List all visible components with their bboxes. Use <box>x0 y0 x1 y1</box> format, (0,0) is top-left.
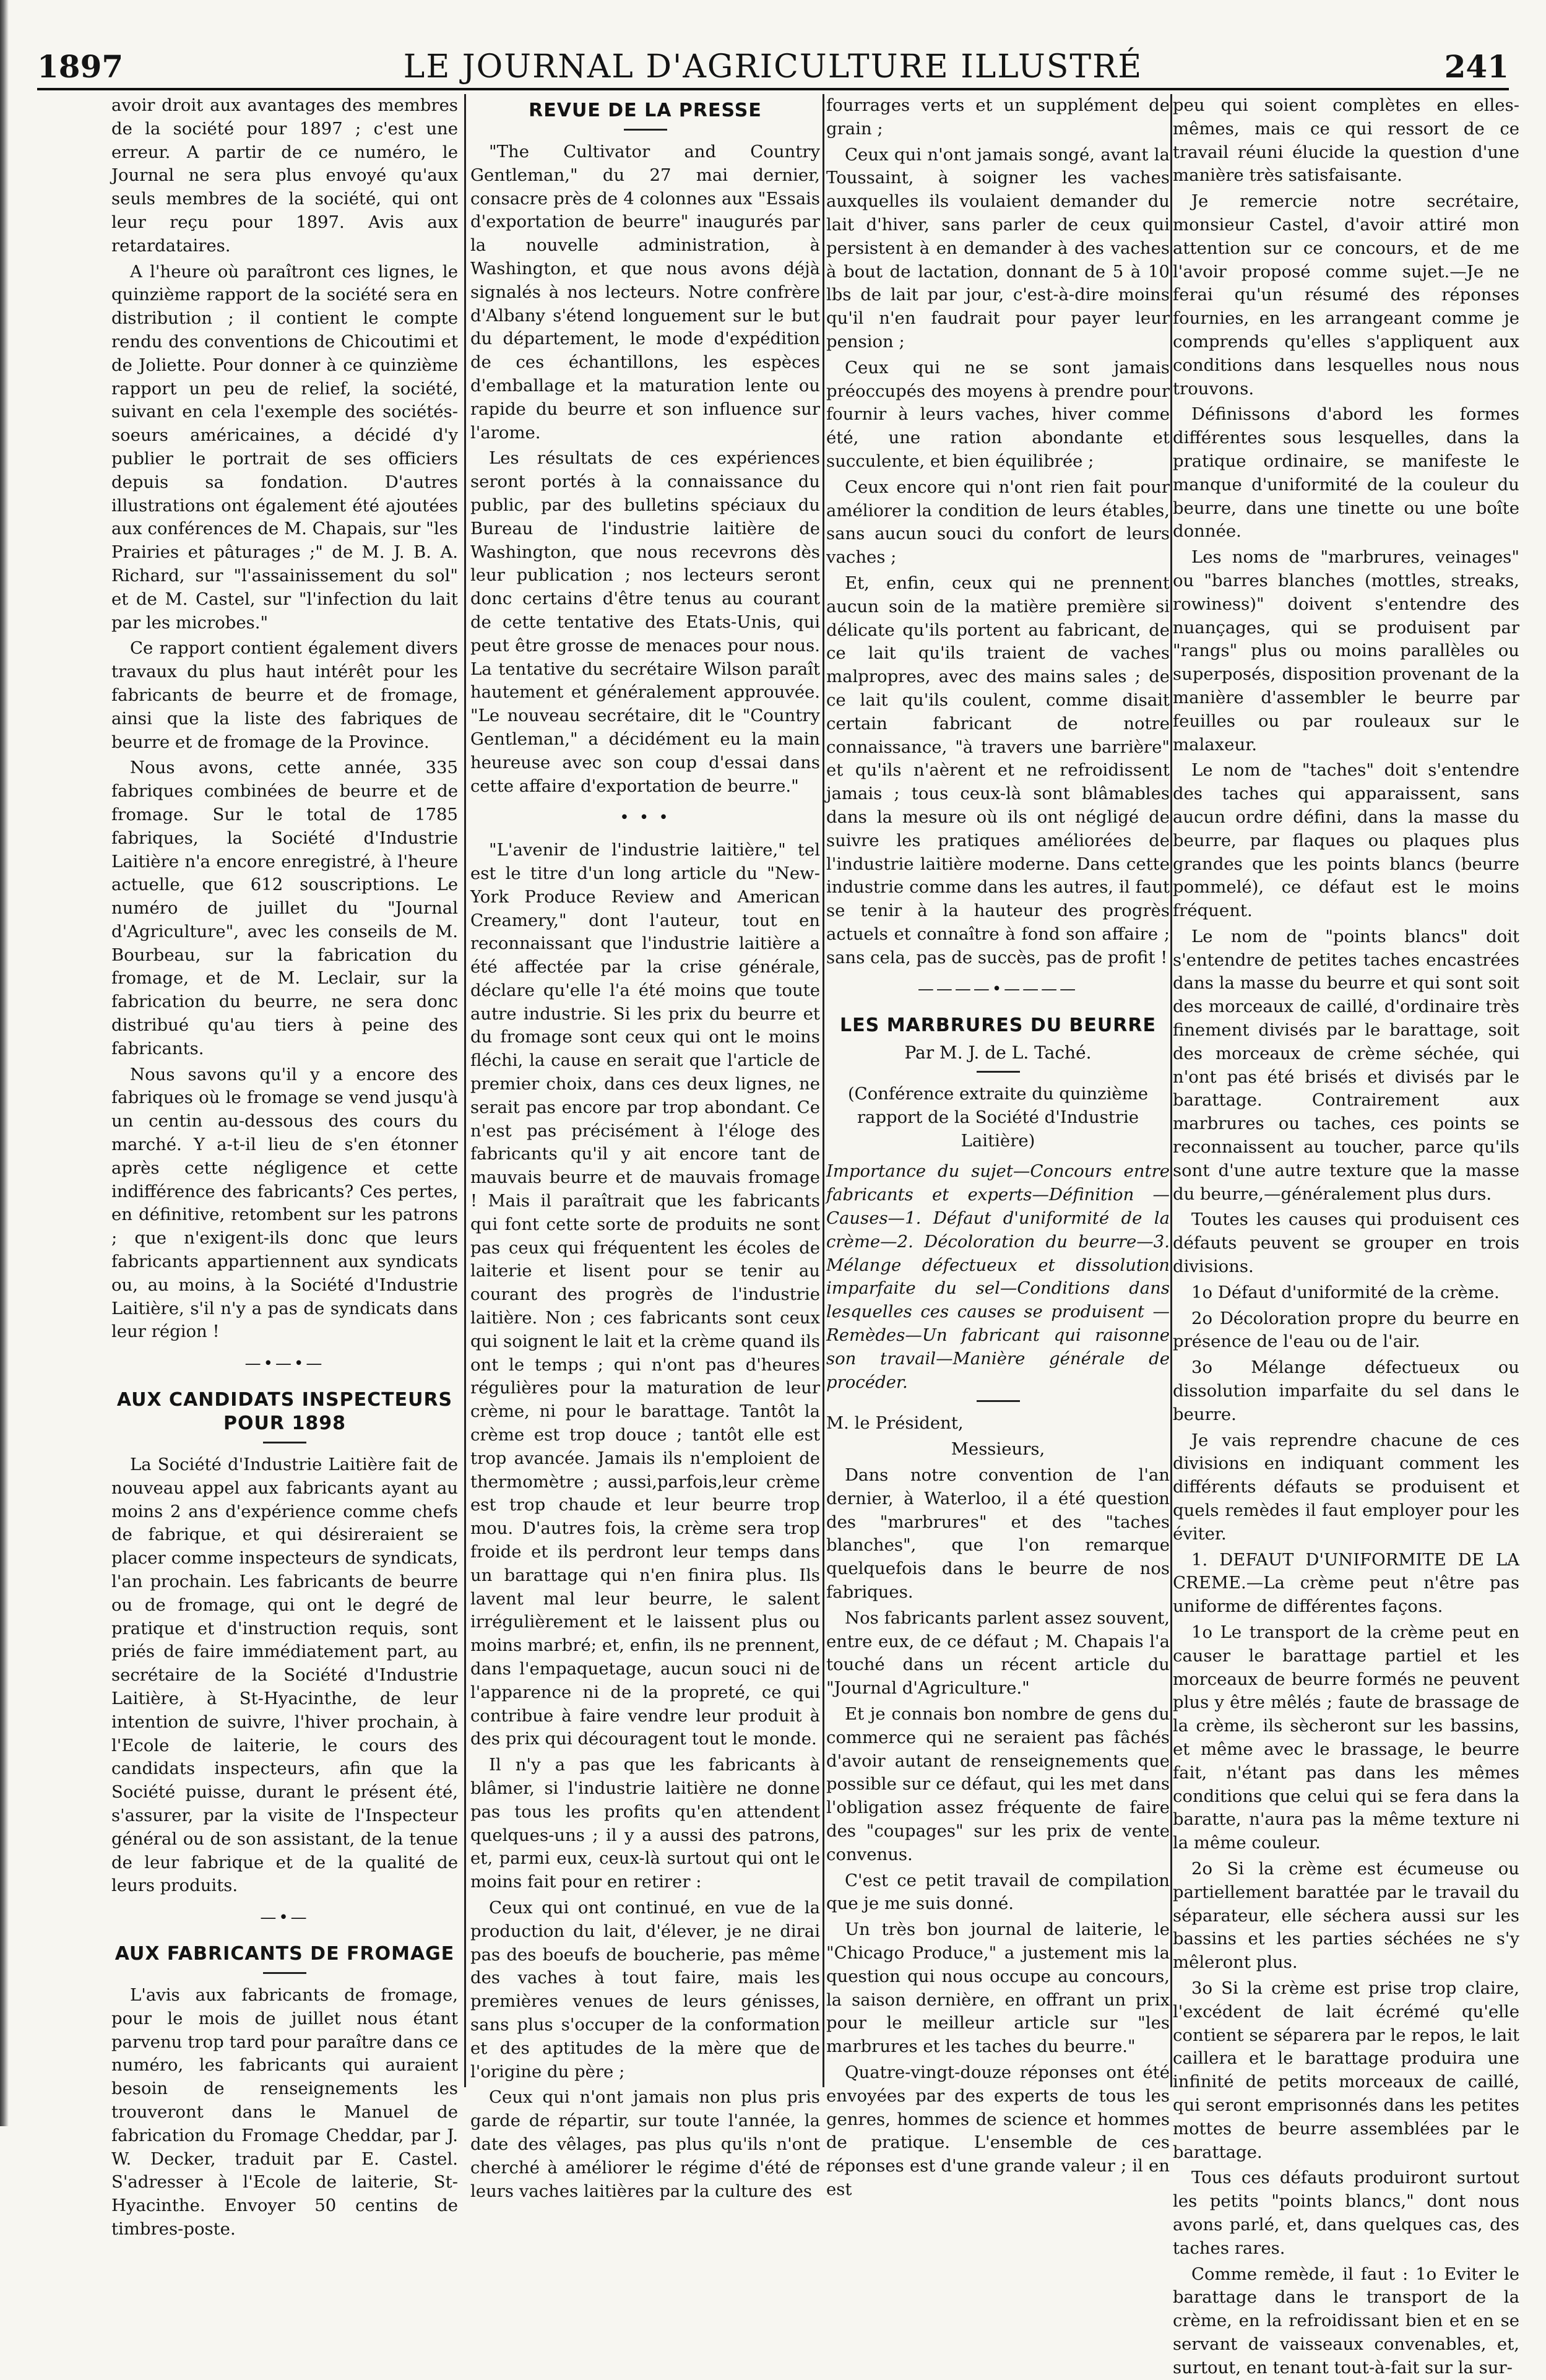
paragraph: Le nom de "points blancs" doit s'entendre de petites taches encastrées dans la masse du beurre et qui sont soit des morceaux de caillé, d'ordinaire très finement divisés par le barattage, soit des morceaux de crème séchée, qui n'ont pas été brisés et divisés par le barattage. Contrairement aux marbrures ou taches, ces points se reconnaissent au toucher, parce qu'ils sont d'une autre texture que la masse du beurre,—généralement plus durs. <box>1173 926 1519 1204</box>
section-separator: —•—•— <box>244 1354 325 1374</box>
paragraph: Ce rapport contient également divers travaux du plus haut intérêt pour les fabricants de beurre et de fromage, ainsi que la liste des fabriques de beurre et de fromage de la Province. <box>111 638 458 752</box>
paragraph: Ceux encore qui n'ont rien fait pour améliorer la condition de leurs étables, sans aucun souci du confort de leurs vaches ; <box>826 477 1170 568</box>
section-separator: —•— <box>260 1908 309 1928</box>
heading-marbrures: LES MARBRURES DU BEURRE <box>840 1015 1156 1037</box>
paragraph: C'est ce petit travail de compilation que je me suis donné. <box>826 1870 1170 1914</box>
column-rule <box>464 94 466 2087</box>
paragraph: Les résultats de ces expériences seront portés à la connaissance du public, par des bulletins spéciaux du Bureau de l'industrie laitière de Washington, que nous recevrons dès leur publication ; nos lecteurs seront donc certains d'être tenus au courant de cette tentative des Etats-Unis, qui peut être grosse de menaces pour nous. La tentative du secrétaire Wilson paraît hautement et généralement approuvée. "Le nouveau secrétaire, dit le "Country Gentleman," a décidément eu la main heureuse avec son coup d'essai dans cette affaire d'exportation de beurre." <box>470 448 820 796</box>
salutation: Messieurs, <box>951 1439 1045 1460</box>
paragraph: 1o Le transport de la crème peut en causer le barattage partiel et les morceaux de beurre formés ne peuvent plus y être mêlés ; faute de brassage de la crème, ils sècheront sur les bassins, et même avec le brassage, le beurre fait, n'étant pas dans les mêmes conditions que celui qui se fera dans la baratte, n'aura pas la même texture ni la même couleur. <box>1173 1622 1519 1853</box>
paragraph: L'avis aux fabricants de fromage, pour le mois de juillet nous étant parvenu trop tard pour paraître dans ce numéro, les fabricants qui auraient besoin de renseignements les trouveront dans le Manuel de fabrication du Fromage Cheddar, par J. W. Decker, traduit par E. Castel. S'adresser à l'Ecole de laiterie, St-Hyacinthe. Envoyer 50 centins de timbres-poste. <box>111 1984 458 2239</box>
short-rule <box>977 1400 1020 1402</box>
paragraph: Et je connais bon nombre de gens du commerce qui ne seraient pas fâchés d'avoir autant de renseignements que possible sur ce défaut, qui les met dans l'obligation assez fréquente de faire des "coupages" sur les prix de vente convenus. <box>826 1704 1170 1864</box>
paragraph: avoir droit aux avantages des membres de la société pour 1897 ; c'est une erreur. A partir de ce numéro, le Journal ne sera plus envoyé qu'aux seuls membres de la société, qui ont leur reçu pour 1897. Avis aux retardataires. <box>111 95 458 256</box>
column-4 <box>1173 94 1519 2378</box>
paragraph: Je remercie notre secrétaire, monsieur Castel, d'avoir attiré mon attention sur ce concours, et de me l'avoir proposé comme sujet.—Je ne ferai qu'un résumé des réponses fournies, en les arrangeant comme je comprends qu'elles s'appliquent aux conditions dans lesquelles nous nous trouvons. <box>1173 191 1519 399</box>
column-2 <box>470 94 820 2201</box>
paragraph: Nous avons, cette année, 335 fabriques combinées de beurre et de fromage. Sur le total de 1785 fabriques, la Société d'Industrie Laitière n'a encore enregistré, à l'heure actuelle, que 612 souscriptions. Le numéro de juillet du "Journal d'Agriculture", avec les conseils de M. Bourbeau, sur la fabrication du fromage, et de M. Leclair, sur la fabrication du beurre, ne sera donc distribué qu'au tiers à peine des fabricants. <box>111 758 458 1058</box>
paragraph: Tous ces défauts produiront surtout les petits "points blancs," dont nous avons parlé, et, dans quelques cas, des taches rares. <box>1173 2168 1519 2258</box>
section-separator: • • • <box>620 808 671 828</box>
paragraph: Je vais reprendre chacune de ces divisions en indiquant comment les différents défauts se produisent et quels remèdes il faut employer pour les éviter. <box>1173 1430 1519 1544</box>
short-rule <box>263 1972 306 1974</box>
article-summary: Importance du sujet—Concours entre fabricants et experts—Définition —Causes—1. Défaut d'uniformité de la crème—2. Décoloration du beurre—3. Mélange défectueux et dissolution imparfaite du sel—Conditions dans lesquelles ces causes se produisent —Remèdes—Un fabricant qui raisonne son travail—Manière générale de procéder. <box>826 1161 1170 1392</box>
paragraph: Ceux qui ne se sont jamais préoccupés des moyens à prendre pour fournir à leurs vaches, hiver comme été, une ration abondante et succulente, et bien équilibrée ; <box>826 357 1170 471</box>
column-1 <box>111 94 458 2239</box>
list-item: 2o Décoloration propre du beurre en présence de l'eau ou de l'air. <box>1173 1308 1519 1352</box>
paragraph: Définissons d'abord les formes différentes sous lesquelles, dans la pratique ordinaire, se manifeste le manque d'uniformité de la couleur du beurre, dans une tinette ou une boîte donnée. <box>1173 404 1519 542</box>
heading-revue: REVUE DE LA PRESSE <box>529 100 762 121</box>
paragraph: A l'heure où paraîtront ces lignes, le quinzième rapport de la société sera en distribution ; il contient le compte rendu des conventions de Chicoutimi et de Joliette. Pour donner à ce quinzième rapport un peu de relief, la société, suivant en cela l'exemple des sociétés-soeurs américaines, a décidé d'y publier le portrait de ses officiers depuis sa fondation. D'autres illustrations ont également été ajoutées aux conférences de M. Chapais, sur "les Prairies et pâturages ;" de M. J. B. A. Richard, sur "l'assainissement du sol" et de M. Castel, sur "l'infection du lait par les microbes." <box>111 261 458 633</box>
paragraph: Dans notre convention de l'an dernier, à Waterloo, il a été question des "marbrures" et des "taches blanches", que l'on remarque quelquefois dans le beurre de nos fabriques. <box>826 1465 1170 1603</box>
section-separator: ————•———— <box>917 980 1079 999</box>
paragraph: 2o Si la crème est écumeuse ou partiellement barattée par le travail du séparateur, elle séchera aussi sur les bassins et les parties séchées ne s'y mêleront plus. <box>1173 1858 1519 1973</box>
paragraph: Il n'y a pas que les fabricants à blâmer, si l'industrie laitière ne donne pas tous les profits qu'en attendent quelques-uns ; il y a aussi des patrons, et, parmi eux, ceux-là surtout qui ont le moins fait pour en retirer : <box>470 1755 820 1892</box>
header-year: 1897 <box>37 48 124 85</box>
header-page-number: 241 <box>1444 48 1509 85</box>
column-rule <box>823 94 824 2087</box>
column-3 <box>826 94 1170 2199</box>
paragraph: 1. DEFAUT D'UNIFORMITE DE LA CREME.—La crème peut n'être pas uniforme de différentes façons. <box>1173 1549 1519 1617</box>
article-subtitle: (Conférence extraite du quinzième rapport de la Société d'Industrie Laitière) <box>847 1084 1149 1151</box>
article-byline: Par M. J. de L. Taché. <box>904 1042 1092 1063</box>
paragraph: Ceux qui n'ont jamais non plus pris garde de répartir, sur toute l'année, la date des vêlages, pas plus qu'ils n'ont cherché à améliorer le régime d'été de leurs vaches laitières par la culture des <box>470 2087 820 2201</box>
paragraph: "The Cultivator and Country Gentleman," du 27 mai dernier, consacre près de 4 colonnes aux "Essais d'exportation de beurre" inaugurés par la nouvelle administration, à Washington, et que nous avons déjà signalés à nos lecteurs. Notre confrère d'Albany s'étend longuement sur le but du département, le mode d'expédition de ces échantillons, les espèces d'emballage et la maturation lente ou rapide du beurre et son influence sur l'arome. <box>470 142 820 443</box>
paragraph: Quatre-vingt-douze réponses ont été envoyées par des experts de tous les genres, hommes de science et hommes de pratique. L'ensemble de ces réponses est d'une grande valeur ; il en est <box>826 2062 1170 2199</box>
list-item: 1o Défaut d'uniformité de la crème. <box>1191 1282 1500 1302</box>
paragraph: Comme remède, il faut : 1o Eviter le barattage dans le transport de la crème, en la refroidissant bien et en se servant de vaisseaux convenables, et, surtout, en tenant tout-à-fait sur la sur- <box>1173 2264 1519 2378</box>
paragraph: 3o Si la crème est prise trop claire, l'excédent de lait écrémé qu'elle contient se séparera par le repos, le lait caillera et le barattage produira une infinité de petits morceaux de caillé, qui seront emprisonnés dans les petites mottes de beurre assemblées par le barattage. <box>1173 1978 1519 2162</box>
binding-edge <box>0 0 9 2126</box>
paragraph: Nos fabricants parlent assez souvent, entre eux, de ce défaut ; M. Chapais l'a touché dans un récent article du "Journal d'Agriculture." <box>826 1608 1170 1698</box>
heading-fromage: AUX FABRICANTS DE FROMAGE <box>114 1942 455 1965</box>
heading-candidats: AUX CANDIDATS INSPECTEURS POUR 1898 <box>116 1389 453 1435</box>
paragraph: Et, enfin, ceux qui ne prennent aucun soin de la matière première si délicate qu'ils portent au fabricant, de ce lait qu'ils traient de vaches malpropres, avec des mains sales ; de ce lait qu'ils coulent, comme disait certain fabricant de notre connaissance, "à travers une barrière" et qu'ils n'aèrent et ne refroidissent jamais ; tous ceux-là sont blâmables dans la mesure où ils ont négligé de suivre les pratiques améliorées de l'industrie laitière moderne. Dans cette industrie comme dans les autres, il faut se tenir à la hauteur des progrès actuels et connaître à fond son affaire ; sans cela, pas de succès, pas de profit ! <box>826 573 1170 967</box>
salutation: M. le Président, <box>826 1413 964 1434</box>
header-title: LE JOURNAL D'AGRICULTURE ILLUSTRÉ <box>403 48 1143 85</box>
header-rule <box>37 88 1509 90</box>
paragraph: Ceux qui n'ont jamais songé, avant la Toussaint, à soigner les vaches auxquelles ils voulaient demander du lait d'hiver, sans parler de ceux qui persistent à en demander à des vaches à bout de lactation, donnant de 5 à 10 lbs de lait par jour, c'est-à-dire moins qu'il n'en faudrait pour payer leur pension ; <box>826 144 1170 352</box>
list-item: 3o Mélange défectueux ou dissolution imparfaite du sel dans le beurre. <box>1173 1357 1519 1424</box>
paragraph: Les noms de "marbrures, veinages" ou "barres blanches (mottles, streaks, rowiness)" doivent s'entendre des nuançages, qui se produisent par "rangs" plus ou moins parallèles ou superposés, disposition provenant de la manière d'assembler le beurre par feuilles ou par rouleaux sur le malaxeur. <box>1173 547 1519 755</box>
paragraph: peu qui soient complètes en elles-mêmes, mais ce qui ressort de ce travail réuni élucide la question d'une manière très satisfaisante. <box>1173 95 1519 186</box>
paragraph: La Société d'Industrie Laitière fait de nouveau appel aux fabricants ayant au moins 2 ans d'expérience comme chefs de fabrique, et qui désireraient se placer comme inspecteurs de syndicats, l'an prochain. Les fabricants de beurre ou de fromage, qui ont le degré de pratique et d'instruction requis, sont priés de faire immédiatement part, au secrétaire de la Société d'Industrie Laitière, à St-Hyacinthe, de leur intention de suivre, l'hiver prochain, à l'Ecole de laiterie, le cours des candidats inspecteurs, afin que la Société puisse, durant le présent été, s'assurer, par la visite de l'Inspecteur général ou de son assistant, de la tenue de leur fabrique et de la qualité de leurs produits. <box>111 1455 458 1896</box>
short-rule <box>977 1071 1020 1073</box>
paragraph: fourrages verts et un supplément de grain ; <box>826 95 1170 139</box>
running-header <box>37 48 1509 92</box>
paragraph: Un très bon journal de laiterie, le "Chicago Produce," a justement mis la question qui nous occupe au concours, la saison dernière, en offrant un prix pour le meilleur article sur "les marbrures et les taches du beurre." <box>826 1919 1170 2057</box>
column-rule <box>1170 94 1172 2087</box>
paragraph: Toutes les causes qui produisent ces défauts peuvent se grouper en trois divisions. <box>1173 1209 1519 1277</box>
paragraph: Nous savons qu'il y a encore des fabriques où le fromage se vend jusqu'à un centin au-dessous des cours du marché. Y a-t-il lieu de s'en étonner après cette négligence et cette indifférence des fabricants? Ces pertes, en définitive, retombent sur les patrons ; que n'exigent-ils donc que leurs fabricants appartiennent aux syndicats ou, au moins, à la Société d'Industrie Laitière, s'il n'y a pas de syndicats dans leur région ! <box>111 1064 458 1342</box>
paragraph: Ceux qui ont continué, en vue de la production du lait, d'élever, je ne dirai pas des boeufs de boucherie, pas même des vaches à tout faire, mais les premières venues de leurs génisses, sans plus s'occuper de la conformation et des aptitudes de la mère que de l'origine du père ; <box>470 1897 820 2082</box>
paragraph: Le nom de "taches" doit s'entendre des taches qui apparaissent, sans aucun ordre défini, dans la masse du beurre, par flaques ou plaques plus grandes que les points blancs (beurre pommelé), ce défaut est le moins fréquent. <box>1173 760 1519 921</box>
short-rule <box>263 1442 306 1443</box>
short-rule <box>624 129 667 131</box>
paragraph: "L'avenir de l'industrie laitière," tel est le titre d'un long article du "New-York Produce Review and American Creamery," dont l'auteur, tout en reconnaissant que l'industrie laitière a été affectée par la crise générale, déclare qu'elle l'a été moins que toute autre industrie. Si les prix du beurre et du fromage sont ceux qui ont le moins fléchi, la cause en serait que l'article de premier choix, dans ces deux lignes, ne serait pas encore par trop abondant. Ce n'est pas précisément à l'éloge des fabricants qu'il y ait encore tant de mauvais beurre et de mauvais fromage ! Mais il paraîtrait que les fabricants qui font cette sorte de produits ne sont pas ceux qui fréquentent les écoles de laiterie et lisent pour se tenir au courant des progrès de l'industrie laitière. Non ; ces fabricants sont ceux qui soignent le lait et la crème quand ils ont le temps ; qui n'ont pas d'heures régulières pour la maturation de leur crème, ni pour le barattage. Tantôt la crème est trop douce ; tantôt elle est trop avancée. Jamais ils n'emploient de thermomètre ; aussi,parfois,leur crème est trop chaude et leur beurre trop mou. D'autres fois, la crème sera trop froide et ils perdront leur temps dans un barattage qui n'en finira plus. Ils lavent mal leur beurre, le salent irrégulièrement et le laissent plus ou moins marbré; et, enfin, ils ne prennent, dans l'empaquetage, aucun souci ni de l'apparence ni de la propreté, ce qui contribue à faire vendre leur produit à des prix qui découragent tout le monde. <box>470 840 820 1749</box>
